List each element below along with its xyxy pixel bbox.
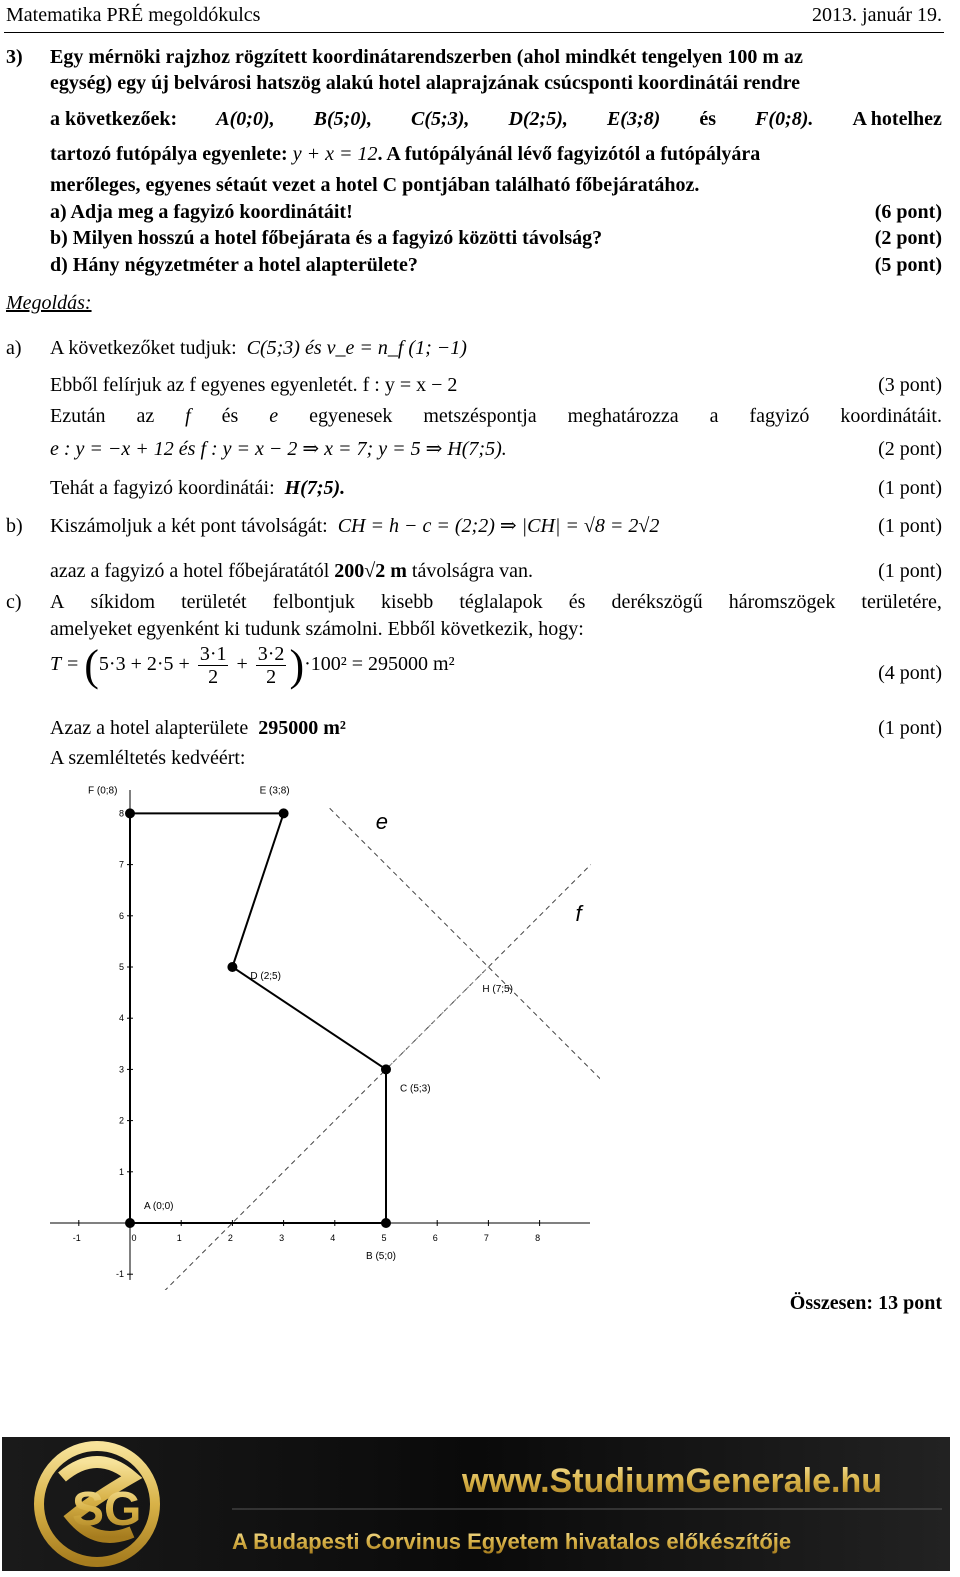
point-c [381, 1064, 391, 1074]
vertex-c: C(5;3), [411, 108, 470, 130]
vertex-d: D(2;5), [508, 108, 568, 130]
area-result: 295000 m² [258, 717, 346, 739]
header-title: Matematika PRÉ megoldókulcs [6, 4, 261, 26]
solution-c-line-2: amelyeket egyenként ki tudunk számolni. Ebből következik, hogy: [50, 618, 584, 640]
question-d: d) Hány négyzetméter a hotel alapterülete? [50, 254, 418, 276]
solution-a-line-3: Ezután az f és e egyenesek metszéspontja meghatározza a fagyizó koordinátáit. [50, 405, 942, 427]
point-label: D (2;5) [250, 971, 281, 982]
point-b [381, 1218, 391, 1228]
solution-a-line-5-points: (1 pont) [878, 477, 942, 499]
y-tick-label: 4 [118, 1013, 124, 1024]
solution-b-label: b) [6, 515, 23, 537]
banner-subtitle: A Budapesti Corvinus Egyetem hivatalos előkészítője [232, 1529, 792, 1554]
vertex-a: A(0;0), [216, 108, 275, 130]
solution-b-line-1: Kiszámoljuk a két pont távolságát: CH = h − c = (2;2) ⇒ |CH| = √8 = 2√2 [50, 515, 660, 537]
solution-c-line-4-points: (1 pont) [878, 717, 942, 739]
solution-a-line-4-points: (2 pont) [878, 438, 942, 460]
vertex-e: E(3;8) [606, 108, 661, 130]
problem-line-5: merőleges, egyenes sétaút vezet a hotel C pontjában található főbejáratához. [50, 174, 700, 196]
header-rule [4, 32, 944, 33]
point-label: H (7;5) [482, 984, 513, 995]
known-data: C(5;3) és v_e = n_f (1; −1) [246, 337, 467, 359]
x-tick-label: 7 [483, 1233, 489, 1243]
point-d [227, 962, 237, 972]
x-tick-label: 5 [381, 1233, 387, 1243]
vertex-f: F(0;8). [755, 108, 814, 130]
point-e [279, 808, 289, 818]
banner-url: www.StudiumGenerale.hu [462, 1462, 883, 1500]
header-date: 2013. január 19. [812, 4, 942, 26]
x-tick-label: 2 [227, 1233, 233, 1243]
y-tick-label: 2 [118, 1115, 124, 1126]
runway-equation: y + x = 12 [292, 143, 378, 165]
question-a: a) Adja meg a fagyizó koordinátáit! [50, 201, 353, 223]
x-tick-label: 1 [176, 1233, 182, 1243]
point-a [125, 1218, 135, 1228]
x-tick-label: 6 [432, 1233, 438, 1243]
total-points: Összesen: 13 pont [789, 1292, 942, 1314]
x-tick-label: 0 [131, 1233, 137, 1243]
line-e [330, 808, 600, 1105]
svg-text:SG: SG [72, 1483, 142, 1536]
problem-line-3: a következőek: A(0;0), B(5;0), C(5;3), D(2;5), E(3;8) és F(0;8). A hotelhez [50, 108, 942, 130]
y-tick-label: 5 [118, 962, 124, 972]
distance-result: 200√2 m [334, 560, 407, 582]
problem-number: 3) [6, 46, 23, 68]
line-f-label: f [575, 900, 582, 926]
question-b: b) Milyen hosszú a hotel főbejárata és a fagyizó közötti távolság? [50, 227, 603, 249]
x-tick-label: 4 [330, 1233, 336, 1243]
y-tick-label: 8 [118, 808, 124, 819]
point-label: E (3;8) [259, 785, 290, 797]
solution-a-line-2-points: (3 pont) [878, 374, 942, 396]
distance-formula: CH = h − c = (2;2) ⇒ |CH| = √8 = 2√2 [337, 515, 660, 537]
solution-c-label: c) [6, 591, 22, 613]
y-tick-label: 3 [118, 1064, 124, 1075]
y-tick-label: -1 [115, 1269, 124, 1280]
hotel-figure [40, 780, 600, 1290]
solution-a-label: a) [6, 337, 22, 359]
problem-line-4: tartozó futópálya egyenlete: y + x = 12. A futópályánál lévő fagyizótól a futópályára [50, 143, 761, 165]
problem-line-2: egység) egy új belvárosi hatszög alakú hotel alaprajzának csúcsponti koordinátái rendre [50, 72, 801, 94]
question-b-points: (2 pont) [874, 227, 942, 249]
y-tick-label: 7 [118, 859, 124, 870]
solution-b-line-1-points: (1 pont) [878, 515, 942, 537]
point-label: C (5;3) [400, 1083, 431, 1095]
line-e-label: e [375, 808, 389, 834]
question-d-points: (5 pont) [874, 254, 942, 276]
vertex-b: B(5;0), [313, 108, 372, 130]
y-tick-label: 6 [118, 910, 124, 921]
solution-a-line-4: e : y = −x + 12 és f : y = x − 2 ⇒ x = 7; y = 5 ⇒ H(7;5). [50, 438, 507, 460]
solution-a-line-1: A következőket tudjuk: C(5;3) és v_e = n_f (1; −1) [50, 337, 467, 359]
y-tick-label: 1 [118, 1166, 124, 1177]
footer-banner [2, 1437, 950, 1571]
point-f [125, 808, 135, 818]
solution-c-line-1: A síkidom területét felbontjuk kisebb téglalapok és derékszögű háromszögek területére, [50, 591, 942, 613]
hotel-outline [130, 813, 386, 1223]
solution-b-line-2: azaz a fagyizó a hotel főbejáratától 200√2 m távolságra van. [50, 560, 533, 582]
area-formula: T = (5·3 + 2·5 + $\frac{3\cdot 1}{2}$ + $\frac{3\cdot 2}{2}$ )·100² = 295000 m² [50, 641, 455, 690]
question-a-points: (6 pont) [874, 201, 942, 223]
figure-group [50, 785, 600, 1290]
area-formula-points: (4 pont) [878, 662, 942, 684]
solution-a-line-5: Tehát a fagyizó koordinátái: H(7;5). [50, 477, 346, 499]
solution-heading: Megoldás: [6, 292, 92, 314]
icecream-coords: H(7;5). [284, 477, 346, 499]
line-f [81, 865, 590, 1290]
solution-c-line-4: Azaz a hotel alapterülete 295000 m² [50, 717, 346, 739]
solution-c-line-5: A szemléltetés kedvéért: [50, 747, 246, 769]
banner-art [2, 1437, 950, 1571]
point-label: A (0;0) [144, 1201, 174, 1212]
solution-a-line-2: Ebből felírjuk az f egyenes egyenletét. f : y = x − 2 [50, 374, 458, 396]
problem-line-1: Egy mérnöki rajzhoz rögzített koordinátarendszerben (ahol mindkét tengelyen 100 m az [50, 46, 803, 68]
point-label: B (5;0) [366, 1251, 397, 1262]
x-tick-label: -1 [72, 1233, 81, 1243]
point-label: F (0;8) [88, 785, 118, 797]
x-tick-label: 8 [535, 1233, 541, 1243]
x-tick-label: 3 [279, 1233, 285, 1243]
solution-b-line-2-points: (1 pont) [878, 560, 942, 582]
